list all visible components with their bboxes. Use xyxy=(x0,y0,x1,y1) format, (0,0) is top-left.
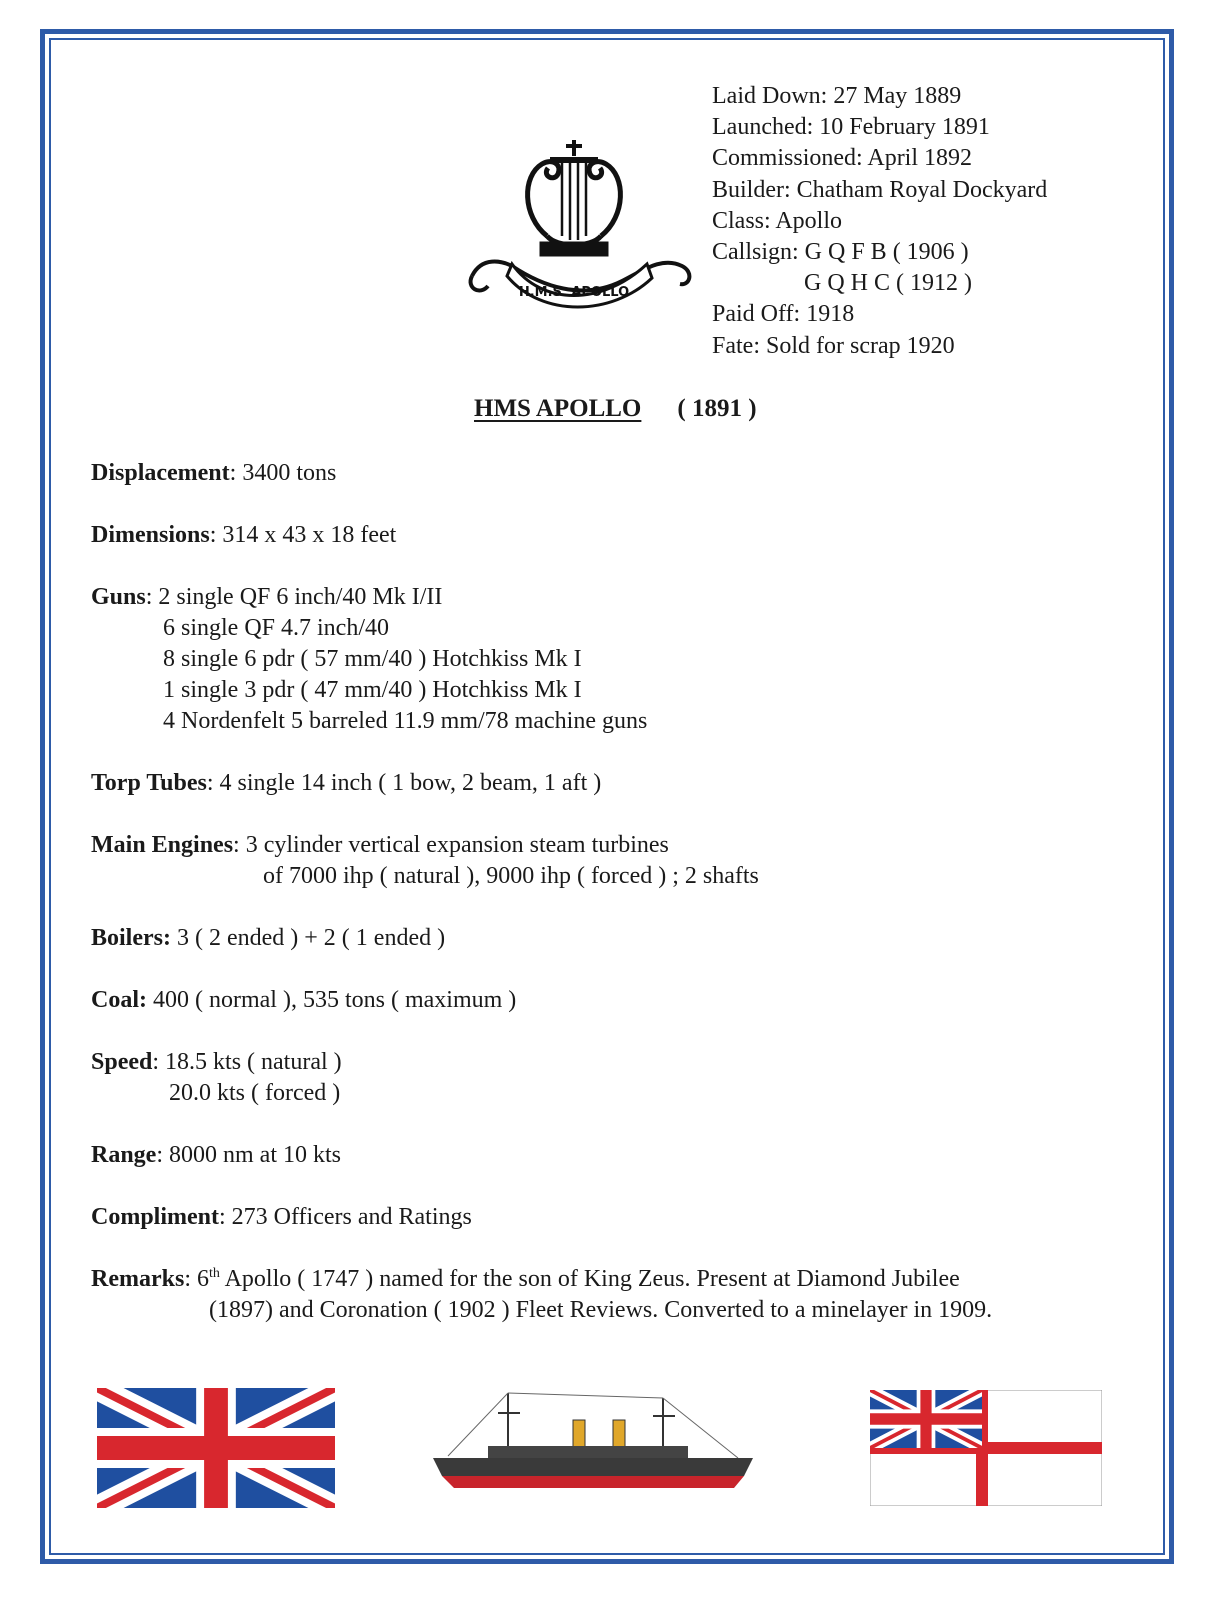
spec-label: Range xyxy=(91,1142,157,1168)
ship-illustration xyxy=(428,1388,758,1498)
spec-label: Guns xyxy=(91,584,146,610)
spec-value: : 18.5 kts ( natural ) xyxy=(152,1049,342,1075)
ship-name: HMS APOLLO xyxy=(474,395,642,422)
range-row xyxy=(91,1140,341,1171)
spec-label: Torp Tubes xyxy=(91,770,207,796)
spec-label: Dimensions xyxy=(91,522,210,548)
spec-label: Displacement xyxy=(91,460,230,486)
spec-value: Apollo ( 1747 ) named for the son of King Zeus. Present at Diamond Jubilee xyxy=(219,1266,960,1292)
builder: Builder: Chatham Royal Dockyard xyxy=(712,176,1048,203)
spec-value: : 273 Officers and Ratings xyxy=(219,1204,472,1230)
spec-label: Speed xyxy=(91,1049,153,1075)
dimensions-row xyxy=(91,520,396,551)
guns-row xyxy=(91,582,442,613)
page-title xyxy=(474,395,757,423)
commissioned: Commissioned: April 1892 xyxy=(712,145,973,172)
spec-label: Remarks xyxy=(91,1266,185,1292)
spec-value: : 2 single QF 6 inch/40 Mk I/II xyxy=(145,584,443,610)
crest-text: H.M.S. APOLLO xyxy=(518,285,630,300)
union-jack-flag xyxy=(97,1388,335,1508)
paid-off: Paid Off: 1918 xyxy=(712,301,855,328)
remarks-row xyxy=(91,1264,960,1295)
main-engines-line: of 7000 ihp ( natural ), 9000 ihp ( forced ) ; 2 shafts xyxy=(263,863,759,889)
callsign-1912: G Q H C ( 1912 ) xyxy=(804,270,972,297)
displacement-row xyxy=(91,458,336,489)
guns-line: 4 Nordenfelt 5 barreled 11.9 mm/78 machine guns xyxy=(163,708,648,734)
guns-line: 1 single 3 pdr ( 47 mm/40 ) Hotchkiss Mk I xyxy=(163,677,582,703)
spec-value: 3 ( 2 ended ) + 2 ( 1 ended ) xyxy=(170,925,446,951)
compliment-row xyxy=(91,1202,472,1233)
speed-line: 20.0 kts ( forced ) xyxy=(169,1080,341,1106)
guns-line: 6 single QF 4.7 inch/40 xyxy=(163,615,389,641)
main-engines-row xyxy=(91,830,669,861)
ship-info-block xyxy=(712,81,1047,362)
coal-row xyxy=(91,985,516,1016)
spec-label: Main Engines xyxy=(91,832,234,858)
spec-label: Boilers: xyxy=(91,925,171,951)
guns-line: 8 single 6 pdr ( 57 mm/40 ) Hotchkiss Mk I xyxy=(163,646,582,672)
spec-value: : 6 xyxy=(184,1266,209,1292)
ship-year: ( 1891 ) xyxy=(677,395,757,422)
launched: Launched: 10 February 1891 xyxy=(712,114,990,141)
spec-label: Coal: xyxy=(91,987,147,1013)
spec-value: : 8000 nm at 10 kts xyxy=(156,1142,342,1168)
lyre-icon xyxy=(528,140,621,254)
boilers-row xyxy=(91,923,445,954)
spec-value: : 314 x 43 x 18 feet xyxy=(209,522,397,548)
remarks-line: (1897) and Coronation ( 1902 ) Fleet Reviews. Converted to a minelayer in 1909. xyxy=(209,1297,993,1323)
spec-value: : 3400 tons xyxy=(229,460,337,486)
ship-crest xyxy=(462,136,702,321)
speed-row xyxy=(91,1047,342,1078)
spec-value: : 4 single 14 inch ( 1 bow, 2 beam, 1 aft ) xyxy=(206,770,602,796)
spec-label: Compliment xyxy=(91,1204,219,1230)
callsign-1906: Callsign: G Q F B ( 1906 ) xyxy=(712,239,969,266)
spec-value: 400 ( normal ), 535 tons ( maximum ) xyxy=(147,987,517,1013)
white-ensign-flag xyxy=(870,1390,1102,1506)
torp-tubes-row xyxy=(91,768,601,799)
fate: Fate: Sold for scrap 1920 xyxy=(712,332,955,359)
scroll-banner xyxy=(471,262,690,307)
laid-down: Laid Down: 27 May 1889 xyxy=(712,83,962,109)
ship-class: Class: Apollo xyxy=(712,207,843,234)
ordinal-suffix: th xyxy=(209,1266,220,1281)
spec-value: : 3 cylinder vertical expansion steam turbines xyxy=(233,832,669,858)
